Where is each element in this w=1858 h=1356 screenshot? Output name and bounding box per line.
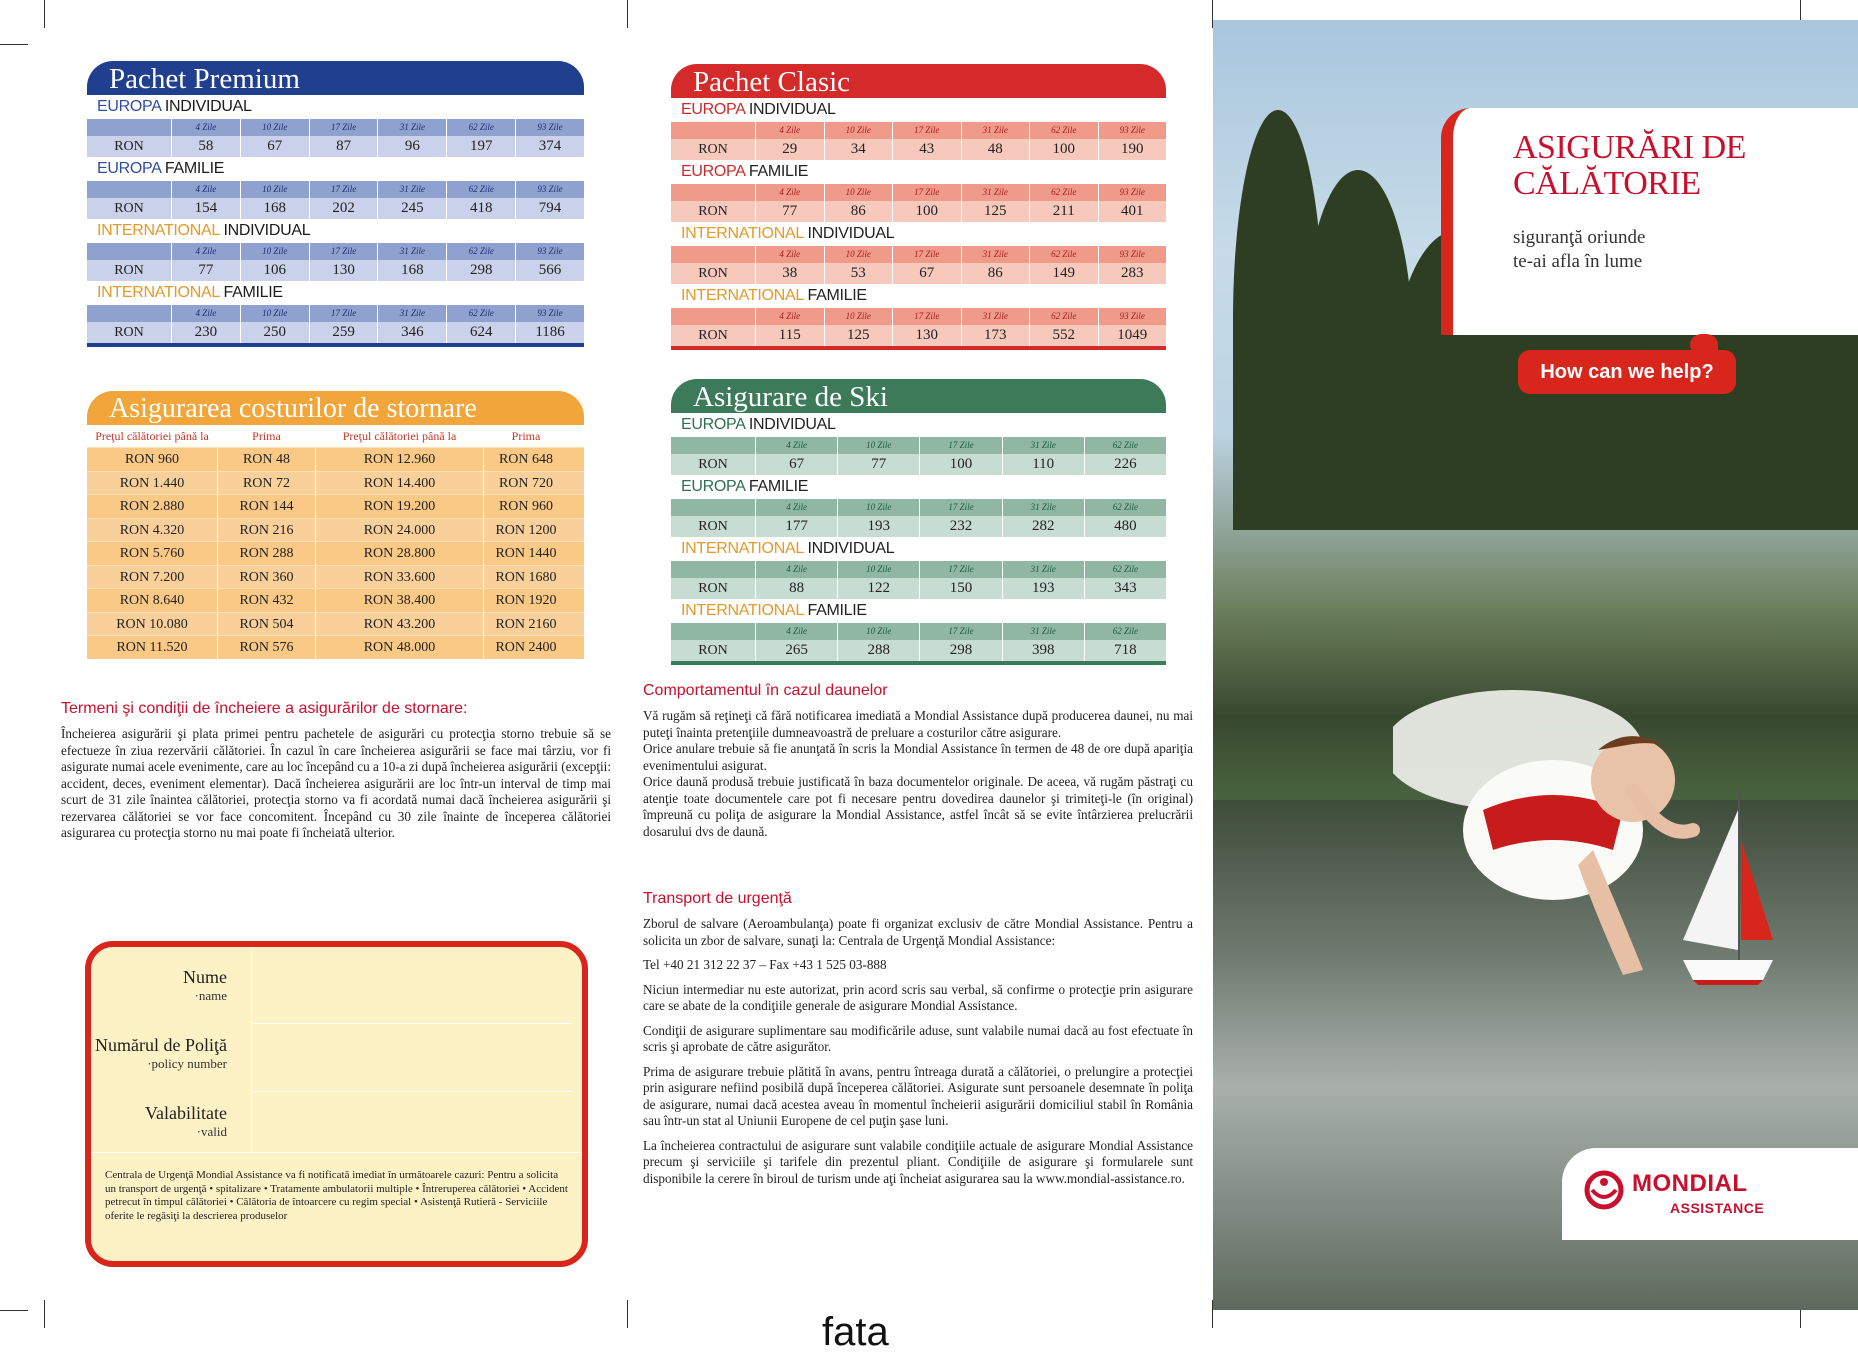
table-row <box>87 612 584 636</box>
price-cell: 193 <box>837 516 919 537</box>
storno-cell: RON 38.400 <box>315 589 483 612</box>
duration-cell: 62 Zile <box>1084 499 1166 516</box>
price-cell: 197 <box>446 136 515 157</box>
terms-heading: Termeni şi condiţii de încheiere a asigurărilor de stornare: <box>61 700 468 717</box>
duration-cell: 4 Zile <box>755 308 824 325</box>
price-cell: 168 <box>240 198 309 219</box>
duration-row <box>671 499 1166 516</box>
price-cell: 1186 <box>515 322 584 343</box>
price-cell: 125 <box>961 201 1030 222</box>
currency-cell: RON <box>698 643 728 658</box>
duration-cell: 93 Zile <box>515 181 584 198</box>
duration-cell: 10 Zile <box>837 561 919 578</box>
table-row <box>87 541 584 565</box>
transport-p5: La încheierea contractului de asigurare sunt valabile condiţiile actuale de asigurare Mondial Assistance precum şi serviciile şi tarifele din prezentul pliant. Condiţiile de asigurare şi formularele sunt disponibile la cerere în biroul de turism unde aţi încheiat asigurarea sau la www.mondial-assistance.ro. <box>643 1137 1193 1186</box>
duration-cell: 4 Zile <box>755 184 824 201</box>
table-row <box>87 635 584 659</box>
price-cell: 29 <box>755 139 824 160</box>
price-cell: 110 <box>1002 454 1084 475</box>
duration-row <box>671 122 1166 139</box>
price-cell: 480 <box>1084 516 1166 537</box>
price-cell: 1049 <box>1098 325 1167 346</box>
table-section-heading: EUROPA FAMILIE <box>87 157 584 181</box>
storno-cell: RON 1920 <box>483 589 568 612</box>
table-row <box>671 454 1166 475</box>
price-cell: 230 <box>171 322 240 343</box>
price-cell: 87 <box>309 136 378 157</box>
table-section-heading: INTERNATIONAL FAMILIE <box>87 281 584 305</box>
transport-phone: Tel +40 21 312 22 37 – Fax +43 1 525 03-888 <box>643 957 887 972</box>
price-cell: 88 <box>755 578 837 599</box>
price-cell: 34 <box>824 139 893 160</box>
price-cell: 150 <box>919 578 1001 599</box>
storno-cell: RON 7.200 <box>119 569 185 585</box>
table-row <box>87 518 584 542</box>
price-cell: 86 <box>824 201 893 222</box>
table-section-heading: INTERNATIONAL INDIVIDUAL <box>87 219 584 243</box>
storno-cell: RON 960 <box>483 495 568 518</box>
currency-cell: RON <box>114 201 144 216</box>
clasic-title: Pachet Clasic <box>671 64 1166 98</box>
storno-table <box>87 391 584 659</box>
table-section-heading: EUROPA INDIVIDUAL <box>671 413 1166 437</box>
valid-label: Valabilitate ·valid <box>145 1103 227 1139</box>
duration-cell: 31 Zile <box>377 243 446 260</box>
transport-heading: Transport de urgenţă <box>643 890 792 907</box>
table-row <box>671 640 1166 661</box>
duration-cell: 31 Zile <box>1002 437 1084 454</box>
duration-cell: 93 Zile <box>1098 308 1167 325</box>
duration-cell: 93 Zile <box>1098 246 1167 263</box>
table-row <box>87 260 584 281</box>
duration-row <box>671 246 1166 263</box>
price-cell: 100 <box>1029 139 1098 160</box>
table-row <box>671 578 1166 599</box>
storno-header: Preţul călătoriei până la <box>315 425 483 447</box>
duration-cell: 31 Zile <box>377 305 446 322</box>
price-cell: 226 <box>1084 454 1166 475</box>
price-cell: 125 <box>824 325 893 346</box>
duration-row <box>87 243 584 260</box>
storno-cell: RON 11.520 <box>116 640 188 655</box>
currency-cell: RON <box>698 581 728 596</box>
price-cell: 298 <box>919 640 1001 661</box>
duration-cell: 10 Zile <box>824 184 893 201</box>
storno-cell: RON 720 <box>483 472 568 495</box>
duration-cell: 93 Zile <box>1098 122 1167 139</box>
duration-cell: 4 Zile <box>171 181 240 198</box>
crop-mark <box>44 0 45 28</box>
price-cell: 58 <box>171 136 240 157</box>
transport-p3: Condiţii de asigurare suplimentare sau modificările aduse, sunt valabile numai dacă au fost efectuate în scris şi aprobate de către asigurător. <box>643 1022 1193 1054</box>
duration-cell: 31 Zile <box>377 181 446 198</box>
duration-cell: 62 Zile <box>1029 246 1098 263</box>
duration-cell: 17 Zile <box>309 119 378 136</box>
crop-mark <box>0 1310 28 1311</box>
storno-cell: RON 1440 <box>483 542 568 565</box>
storno-cell: RON 2400 <box>483 636 568 659</box>
price-cell: 401 <box>1098 201 1167 222</box>
price-cell: 43 <box>892 139 961 160</box>
mondial-logo-icon <box>1584 1170 1624 1210</box>
duration-cell: 4 Zile <box>755 499 837 516</box>
duration-cell: 10 Zile <box>824 308 893 325</box>
duration-cell: 10 Zile <box>824 246 893 263</box>
duration-cell: 31 Zile <box>961 308 1030 325</box>
storno-cell: RON 288 <box>217 542 315 565</box>
transport-text <box>643 916 1193 1195</box>
price-cell: 122 <box>837 578 919 599</box>
mondial-logo <box>1562 1148 1858 1240</box>
storno-cell: RON 432 <box>217 589 315 612</box>
storno-title: Asigurarea costurilor de stornare <box>87 391 584 425</box>
duration-cell: 10 Zile <box>240 181 309 198</box>
cover-title-card <box>1441 108 1858 335</box>
table-row <box>671 325 1166 346</box>
price-cell: 173 <box>961 325 1030 346</box>
price-cell: 149 <box>1029 263 1098 284</box>
price-cell: 38 <box>755 263 824 284</box>
price-cell: 250 <box>240 322 309 343</box>
price-cell: 67 <box>892 263 961 284</box>
currency-cell: RON <box>114 139 144 154</box>
price-cell: 48 <box>961 139 1030 160</box>
duration-row <box>671 308 1166 325</box>
storno-header-row <box>87 425 584 447</box>
claims-text <box>643 708 1193 848</box>
price-cell: 232 <box>919 516 1001 537</box>
storno-cell: RON 28.800 <box>315 542 483 565</box>
storno-cell: RON 5.760 <box>119 546 185 561</box>
price-cell: 398 <box>1002 640 1084 661</box>
crop-mark <box>627 1300 628 1328</box>
storno-cell: RON 10.080 <box>116 616 188 632</box>
price-cell: 130 <box>892 325 961 346</box>
duration-cell: 62 Zile <box>446 181 515 198</box>
storno-cell: RON 4.320 <box>119 522 185 538</box>
price-cell: 86 <box>961 263 1030 284</box>
duration-cell: 4 Zile <box>171 119 240 136</box>
duration-cell: 93 Zile <box>515 305 584 322</box>
duration-cell: 4 Zile <box>171 305 240 322</box>
price-cell: 154 <box>171 198 240 219</box>
crop-mark <box>44 1300 45 1328</box>
duration-row <box>87 119 584 136</box>
duration-cell: 31 Zile <box>377 119 446 136</box>
table-section-heading: INTERNATIONAL FAMILIE <box>671 284 1166 308</box>
duration-row <box>671 184 1166 201</box>
duration-cell: 62 Zile <box>1029 308 1098 325</box>
claims-heading: Comportamentul în cazul daunelor <box>643 682 888 699</box>
price-cell: 794 <box>515 198 584 219</box>
duration-row <box>87 305 584 322</box>
table-row <box>87 471 584 495</box>
duration-cell: 62 Zile <box>446 305 515 322</box>
girl-and-boat-illustration <box>1393 640 1773 1060</box>
duration-cell: 17 Zile <box>919 623 1001 640</box>
logo-sub-text: ASSISTANCE <box>1670 1200 1765 1216</box>
crop-mark <box>627 0 628 28</box>
duration-cell: 31 Zile <box>1002 499 1084 516</box>
storno-cell: RON 43.200 <box>315 613 483 636</box>
ski-title: Asigurare de Ski <box>671 379 1166 413</box>
price-cell: 346 <box>377 322 446 343</box>
currency-cell: RON <box>114 263 144 278</box>
duration-cell: 62 Zile <box>1029 184 1098 201</box>
duration-cell: 17 Zile <box>919 499 1001 516</box>
storno-rows <box>87 447 584 659</box>
premium-table <box>87 61 584 347</box>
claims-p1: Vă rugăm să reţineţi că fără notificarea imediată a Mondial Assistance după producerea daunei, nu mai puteţi înainta pretenţiile dumneavoastră de preluare a costurilor către asigurare. <box>643 708 1193 740</box>
duration-cell: 17 Zile <box>892 308 961 325</box>
price-cell: 77 <box>755 201 824 222</box>
currency-cell: RON <box>698 328 728 343</box>
duration-cell: 10 Zile <box>240 243 309 260</box>
duration-row <box>87 181 584 198</box>
duration-cell: 31 Zile <box>961 184 1030 201</box>
crop-mark <box>0 44 28 45</box>
premium-sections <box>87 95 584 343</box>
ski-table <box>671 379 1166 665</box>
duration-cell: 4 Zile <box>755 246 824 263</box>
price-cell: 193 <box>1002 578 1084 599</box>
premium-title: Pachet Premium <box>87 61 584 95</box>
duration-cell: 17 Zile <box>892 122 961 139</box>
storno-cell: RON 14.400 <box>315 472 483 495</box>
duration-cell: 93 Zile <box>515 243 584 260</box>
duration-cell: 17 Zile <box>892 184 961 201</box>
claims-p3: Orice daună produsă trebuie justificată în baza documentelor originale. De aceea, vă rugăm păstraţi cu atenţie toate documentele care pot fi necesare pentru dovedirea daunelor şi trimiteţi-le (în original) împreună cu poliţa de asigurare la Mondial Assistance, astfel încât să se evite întârzierea prelucrării dosarului dvs de daună. <box>643 774 1193 839</box>
duration-cell: 17 Zile <box>309 181 378 198</box>
duration-cell: 4 Zile <box>755 623 837 640</box>
duration-cell: 4 Zile <box>171 243 240 260</box>
duration-cell: 62 Zile <box>446 243 515 260</box>
price-cell: 374 <box>515 136 584 157</box>
how-can-we-help-button[interactable]: How can we help? <box>1518 350 1736 394</box>
storno-cell: RON 360 <box>217 566 315 589</box>
table-section-heading: INTERNATIONAL FAMILIE <box>671 599 1166 623</box>
cover-tagline: siguranţă oriunde te-ai afla în lume <box>1513 227 1646 272</box>
storno-cell: RON 8.640 <box>119 593 185 608</box>
price-cell: 288 <box>837 640 919 661</box>
table-row <box>671 516 1166 537</box>
duration-cell: 17 Zile <box>309 243 378 260</box>
price-cell: 77 <box>171 260 240 281</box>
page-label: fata <box>822 1310 889 1354</box>
storno-cell: RON 12.960 <box>315 448 483 471</box>
storno-cell: RON 144 <box>217 495 315 518</box>
price-cell: 718 <box>1084 640 1166 661</box>
duration-cell: 93 Zile <box>1098 184 1167 201</box>
duration-cell: 17 Zile <box>919 437 1001 454</box>
duration-cell: 4 Zile <box>755 122 824 139</box>
duration-row <box>671 623 1166 640</box>
transport-p4: Prima de asigurare trebuie plătită în avans, pentru întreaga durată a călătoriei, o prelungire a protecţiei prin asigurare nefiind posibilă după începerea călătoriei. Asigurate sunt persoanele desemnate în poliţa de asigurare, numai dacă acestea aveau în momentul încheierii asigurării domiciliul stabil în România sau într-un stat al Uniunii Europene de cel puţin şase luni. <box>643 1063 1193 1128</box>
duration-cell: 62 Zile <box>446 119 515 136</box>
clasic-table <box>671 64 1166 350</box>
price-cell: 624 <box>446 322 515 343</box>
storno-cell: RON 648 <box>483 448 568 471</box>
price-cell: 202 <box>309 198 378 219</box>
currency-cell: RON <box>698 519 728 534</box>
card-note: Centrala de Urgenţă Mondial Assistance va fi notificată imediat în următoarele cazuri: Pentru a solicita un transport de urgenţă • spitalizare • Tratamente ambulatorii multiple • Întreruperea călătoriei • Accident petrecut în timpul călătoriei • Călătoria de întoarcere cu regim special • Asistenţă Rutieră - Serviciile oferite le regăsiţi la descrierea produselor <box>105 1169 568 1222</box>
table-row <box>87 198 584 219</box>
table-row <box>87 447 584 471</box>
currency-cell: RON <box>698 142 728 157</box>
price-cell: 265 <box>755 640 837 661</box>
storno-cell: RON 1.440 <box>119 475 185 491</box>
price-cell: 67 <box>755 454 837 475</box>
storno-cell: RON 48.000 <box>315 636 483 659</box>
storno-header: Prima <box>483 425 568 447</box>
transport-p1: Zborul de salvare (Aeroambulanţa) poate fi organizat exclusiv de către Mondial Assistance. Pentru a solicita un zbor de salvare, sunaţi la: Centrala de Urgenţă Mondial Assistance: <box>643 916 1193 948</box>
duration-cell: 17 Zile <box>309 305 378 322</box>
policy-label: Numărul de Poliţă ·policy number <box>95 1035 227 1071</box>
currency-cell: RON <box>698 204 728 219</box>
duration-cell: 17 Zile <box>919 561 1001 578</box>
storno-cell: RON 960 <box>124 452 180 467</box>
price-cell: 96 <box>377 136 446 157</box>
price-cell: 115 <box>755 325 824 346</box>
storno-header: Preţul călătoriei până la <box>95 429 209 443</box>
storno-cell: RON 19.200 <box>315 495 483 518</box>
claims-p2: Orice anulare trebuie să fie anunţată în scris la Mondial Assistance în termen de 48 de ore după apariţia evenimentului asigurat. <box>643 741 1193 773</box>
storno-cell: RON 576 <box>217 636 315 659</box>
price-cell: 418 <box>446 198 515 219</box>
duration-cell: 31 Zile <box>961 246 1030 263</box>
storno-cell: RON 504 <box>217 613 315 636</box>
storno-cell: RON 33.600 <box>315 566 483 589</box>
price-cell: 100 <box>919 454 1001 475</box>
duration-row <box>671 437 1166 454</box>
table-row <box>671 263 1166 284</box>
table-row <box>671 201 1166 222</box>
price-cell: 130 <box>309 260 378 281</box>
duration-cell: 93 Zile <box>515 119 584 136</box>
duration-row <box>671 561 1166 578</box>
table-row <box>87 494 584 518</box>
storno-cell: RON 48 <box>217 448 315 471</box>
policy-card <box>85 941 588 1267</box>
price-cell: 282 <box>1002 516 1084 537</box>
price-cell: 53 <box>824 263 893 284</box>
clasic-sections <box>671 98 1166 346</box>
duration-cell: 4 Zile <box>755 437 837 454</box>
duration-cell: 62 Zile <box>1084 561 1166 578</box>
table-section-heading: EUROPA INDIVIDUAL <box>671 98 1166 122</box>
transport-p2: Niciun intermediar nu este autorizat, prin acord scris sau verbal, să confirme o protecţie prin asigurare care se abate de la condiţiile generale de asigurare Mondial Assistance. <box>643 981 1193 1013</box>
storno-header: Prima <box>217 425 315 447</box>
duration-cell: 31 Zile <box>961 122 1030 139</box>
price-cell: 100 <box>892 201 961 222</box>
duration-cell: 4 Zile <box>755 561 837 578</box>
price-cell: 245 <box>377 198 446 219</box>
duration-cell: 10 Zile <box>824 122 893 139</box>
price-cell: 343 <box>1084 578 1166 599</box>
duration-cell: 10 Zile <box>837 623 919 640</box>
storno-cell: RON 1200 <box>483 519 568 542</box>
name-label: Nume ·name <box>183 967 227 1003</box>
price-cell: 211 <box>1029 201 1098 222</box>
price-cell: 177 <box>755 516 837 537</box>
table-section-heading: EUROPA INDIVIDUAL <box>87 95 584 119</box>
duration-cell: 31 Zile <box>1002 623 1084 640</box>
price-cell: 566 <box>515 260 584 281</box>
table-row <box>87 565 584 589</box>
duration-cell: 10 Zile <box>240 119 309 136</box>
price-cell: 77 <box>837 454 919 475</box>
logo-main-text: MONDIAL <box>1632 1170 1748 1197</box>
currency-cell: RON <box>114 325 144 340</box>
storno-cell: RON 24.000 <box>315 519 483 542</box>
cover-title: ASIGURĂRI DE CĂLĂTORIE <box>1513 129 1746 202</box>
table-row <box>671 139 1166 160</box>
price-cell: 168 <box>377 260 446 281</box>
price-cell: 283 <box>1098 263 1167 284</box>
storno-cell: RON 1680 <box>483 566 568 589</box>
currency-cell: RON <box>698 457 728 472</box>
table-section-heading: EUROPA FAMILIE <box>671 160 1166 184</box>
duration-cell: 17 Zile <box>892 246 961 263</box>
price-cell: 552 <box>1029 325 1098 346</box>
price-cell: 106 <box>240 260 309 281</box>
duration-cell: 31 Zile <box>1002 561 1084 578</box>
storno-cell: RON 2160 <box>483 613 568 636</box>
price-cell: 67 <box>240 136 309 157</box>
storno-cell: RON 2.880 <box>119 499 185 514</box>
currency-cell: RON <box>698 266 728 281</box>
table-row <box>87 136 584 157</box>
price-cell: 190 <box>1098 139 1167 160</box>
table-row <box>87 588 584 612</box>
table-row <box>87 322 584 343</box>
duration-cell: 62 Zile <box>1029 122 1098 139</box>
table-section-heading: INTERNATIONAL INDIVIDUAL <box>671 222 1166 246</box>
table-section-heading: INTERNATIONAL INDIVIDUAL <box>671 537 1166 561</box>
duration-cell: 62 Zile <box>1084 437 1166 454</box>
price-cell: 259 <box>309 322 378 343</box>
storno-cell: RON 72 <box>217 472 315 495</box>
duration-cell: 10 Zile <box>240 305 309 322</box>
price-cell: 298 <box>446 260 515 281</box>
terms-text <box>61 726 611 850</box>
duration-cell: 10 Zile <box>837 437 919 454</box>
terms-paragraph: Încheierea asigurării şi plata primei pentru pachetele de asigurări cu protecţia storno trebuie să se efectueze în ziua rezervării călătoriei. În cazul în care încheierea asigurării se face mai târziu, vor fi asigurate numai acele evenimente, care au loc începând cu a 10-a zi după încheierea asigurării (excepţii: accident, deces, eveniment elementar). Dacă încheierea asigurării are loc într-un interval de timp mai scurt de 31 zile înaintea călătoriei, protecţia storno va fi acordată numai dacă încheierea asigurării şi rezervarea călătoriei se vor face concomitent. Începând cu 30 zile înainte de începerea călătoriei asigurarea cu protecţia storno nu mai poate fi încheiată ulterior. <box>61 726 611 840</box>
ski-sections <box>671 413 1166 661</box>
duration-cell: 10 Zile <box>837 499 919 516</box>
duration-cell: 62 Zile <box>1084 623 1166 640</box>
table-section-heading: EUROPA FAMILIE <box>671 475 1166 499</box>
storno-cell: RON 216 <box>217 519 315 542</box>
